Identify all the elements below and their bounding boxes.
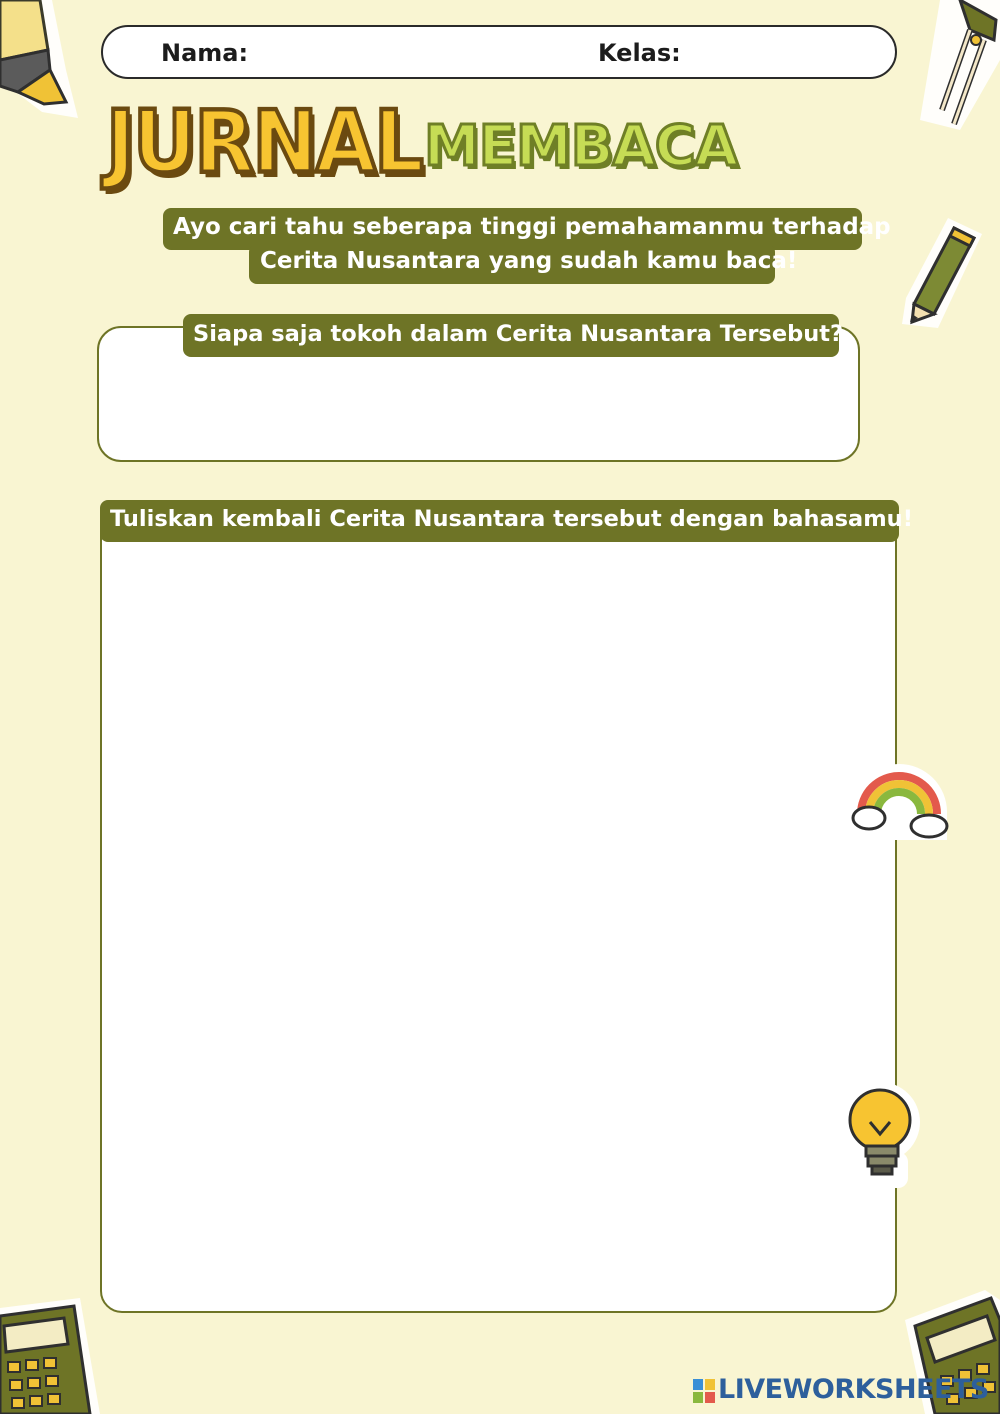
nama-input[interactable] [263, 35, 587, 73]
liveworksheets-logo-icon [693, 1379, 715, 1403]
liveworksheets-brand-text: LIVEWORKSHEETS [718, 1374, 989, 1405]
answer-box-retell[interactable] [100, 508, 897, 1313]
calculator-icon-left [0, 1298, 100, 1414]
title-jurnal: JURNAL [106, 93, 422, 193]
lightbulb-icon [838, 1082, 928, 1192]
student-info-bar [101, 25, 897, 79]
kelas-input[interactable] [693, 35, 877, 73]
question-retell-label: Tuliskan kembali Cerita Nusantara tersebut dengan bahasamu! [100, 500, 899, 542]
liveworksheets-logo [693, 1374, 989, 1405]
pencil-icon [898, 218, 988, 333]
rainbow-icon [845, 752, 955, 844]
question-tokoh-label: Siapa saja tokoh dalam Cerita Nusantara Tersebut? [183, 314, 839, 357]
intro-line-1: Ayo cari tahu seberapa tinggi pemahamanmu terhadap [163, 208, 862, 250]
kelas-label: Kelas: [598, 39, 681, 67]
highlighter-icon [0, 0, 80, 125]
scissors-icon [900, 0, 1000, 140]
nama-label: Nama: [161, 39, 249, 67]
intro-line-2: Cerita Nusantara yang sudah kamu baca! [249, 244, 775, 284]
title-membaca: MEMBACA [424, 114, 738, 179]
answer-input-retell[interactable] [102, 510, 895, 1311]
